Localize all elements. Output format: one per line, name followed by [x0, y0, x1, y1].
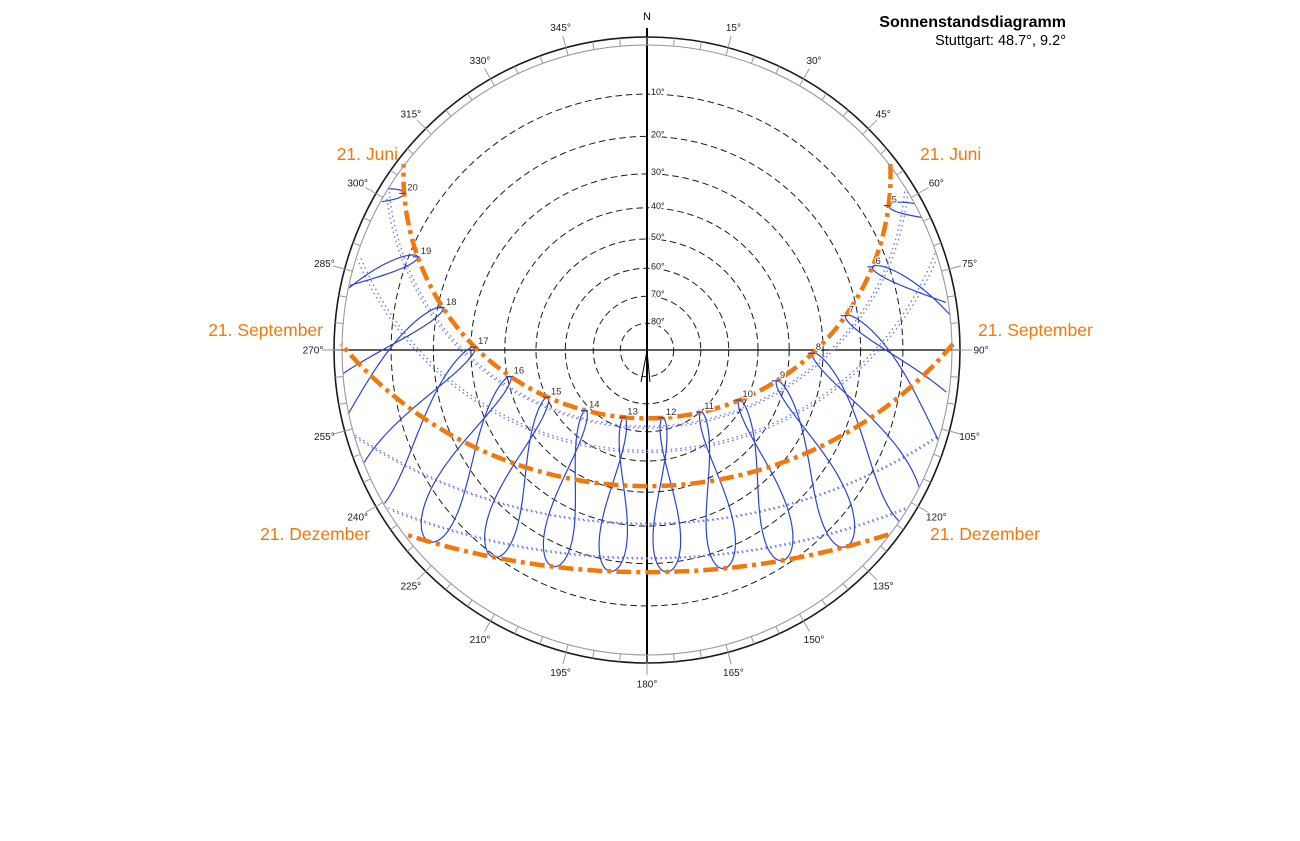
azimuth-tick-165: [726, 645, 728, 653]
hour-label-6: 6: [875, 255, 881, 267]
azimuth-tick-60: [911, 194, 918, 198]
azimuth-tick-170: [700, 650, 701, 658]
azimuth-leader-30: [804, 69, 810, 79]
azimuth-tick-110: [934, 454, 942, 457]
hour-line-14: [543, 411, 587, 567]
azimuth-tick-40: [843, 110, 848, 116]
june-label-right: 21. Juni: [920, 144, 982, 164]
azimuth-tick-50: [881, 149, 887, 154]
azimuth-label-45: 45°: [875, 109, 891, 121]
azimuth-label-150: 150°: [803, 634, 825, 646]
azimuth-leader-330: [485, 69, 491, 79]
elevation-label-80: 80°: [651, 316, 665, 327]
azimuth-leader-135: [868, 571, 877, 580]
elevation-label-60: 60°: [651, 261, 665, 272]
azimuth-tick-65: [923, 218, 930, 221]
azimuth-tick-235: [391, 525, 398, 530]
september-label-left: 21. September: [208, 320, 323, 340]
azimuth-tick-20: [751, 56, 754, 64]
hour-line-17: [364, 347, 475, 504]
azimuth-tick-195: [566, 645, 568, 653]
azimuth-tick-30: [800, 79, 804, 86]
azimuth-tick-100: [947, 403, 955, 404]
hour-label-14: 14: [589, 399, 600, 411]
azimuth-tick-35: [822, 94, 827, 101]
azimuth-label-255: 255°: [314, 431, 335, 443]
azimuth-tick-85: [951, 323, 959, 324]
hour-label-18: 18: [446, 296, 457, 308]
azimuth-label-195: 195°: [550, 668, 571, 680]
azimuth-tick-305: [391, 171, 398, 176]
azimuth-tick-315: [426, 129, 432, 135]
azimuth-tick-355: [620, 38, 621, 46]
axes: [334, 28, 960, 663]
azimuth-tick-275: [335, 323, 343, 324]
azimuth-tick-295: [363, 218, 370, 221]
azimuth-tick-265: [335, 377, 343, 378]
hour-label-10: 10: [742, 389, 753, 401]
azimuth-tick-15: [726, 48, 728, 56]
azimuth-tick-255: [345, 429, 353, 431]
azimuth-tick-220: [446, 584, 451, 590]
december-label-right: 21. Dezember: [930, 524, 1040, 544]
azimuth-tick-45: [863, 129, 869, 135]
azimuth-leader-150: [804, 621, 810, 631]
azimuth-tick-230: [407, 546, 413, 551]
hour-line-9: [776, 381, 855, 548]
azimuth-tick-290: [353, 243, 361, 246]
azimuth-tick-190: [593, 650, 594, 658]
azimuth-label-285: 285°: [314, 259, 335, 271]
azimuth-label-315: 315°: [400, 109, 422, 121]
azimuth-leader-210: [485, 621, 491, 631]
azimuth-tick-185: [620, 654, 621, 662]
azimuth-label-165: 165°: [723, 668, 744, 680]
azimuth-tick-225: [426, 566, 432, 572]
azimuth-label-270: 270°: [302, 345, 324, 357]
azimuth-tick-300: [376, 194, 383, 198]
azimuth-tick-125: [897, 525, 904, 530]
azimuth-tick-320: [446, 110, 451, 116]
azimuth-tick-75: [942, 269, 950, 271]
azimuth-leader-60: [918, 188, 928, 194]
azimuth-tick-135: [863, 566, 869, 572]
elevation-label-20: 20°: [651, 129, 665, 140]
hour-label-5: 5: [891, 194, 897, 206]
hour-line-8: [812, 353, 919, 522]
azimuth-leader-285: [333, 266, 345, 269]
center-needle-icon: [641, 351, 650, 382]
azimuth-label-60: 60°: [928, 178, 944, 190]
azimuth-tick-280: [339, 296, 347, 297]
azimuth-tick-140: [843, 584, 848, 590]
azimuth-tick-350: [593, 42, 594, 50]
azimuth-leader-315: [417, 120, 426, 129]
north-label: N: [643, 11, 651, 23]
azimuth-tick-130: [881, 546, 887, 551]
azimuth-tick-330: [491, 79, 495, 86]
azimuth-tick-325: [468, 94, 473, 101]
azimuth-tick-205: [515, 626, 518, 633]
hour-line-6: [872, 266, 950, 316]
azimuth-tick-245: [363, 479, 370, 482]
azimuth-tick-260: [339, 403, 347, 404]
elevation-label-70: 70°: [651, 289, 665, 300]
azimuth-label-135: 135°: [872, 581, 894, 593]
hour-line-19: [349, 255, 418, 288]
azimuth-label-75: 75°: [962, 259, 978, 271]
intermediate-date-curve-5: [354, 437, 937, 525]
azimuth-leader-75: [949, 266, 961, 269]
hour-label-12: 12: [665, 406, 677, 418]
azimuth-tick-25: [776, 66, 779, 73]
azimuth-tick-105: [942, 429, 950, 431]
chart-generated-layers: [303, 23, 989, 691]
azimuth-tick-310: [407, 149, 413, 154]
azimuth-leader-195: [563, 652, 566, 664]
azimuth-leader-225: [417, 571, 426, 580]
azimuth-tick-335: [515, 66, 518, 73]
hour-line-12: [653, 418, 681, 572]
azimuth-leader-255: [333, 431, 345, 434]
azimuth-tick-115: [923, 479, 930, 482]
azimuth-label-225: 225°: [400, 581, 422, 593]
hour-label-9: 9: [779, 369, 786, 381]
azimuth-tick-250: [353, 454, 361, 457]
azimuth-label-15: 15°: [725, 22, 741, 34]
azimuth-tick-70: [934, 243, 942, 246]
hour-line-13: [599, 417, 627, 571]
azimuth-tick-240: [376, 503, 383, 507]
azimuth-tick-5: [674, 38, 675, 46]
azimuth-label-210: 210°: [469, 634, 491, 646]
azimuth-label-300: 300°: [347, 178, 369, 190]
azimuth-label-330: 330°: [469, 56, 491, 68]
azimuth-tick-10: [700, 42, 701, 50]
elevation-label-40: 40°: [651, 200, 665, 211]
azimuth-tick-160: [751, 637, 754, 645]
azimuth-tick-55: [897, 171, 904, 176]
azimuth-leader-45: [868, 120, 877, 129]
intermediate-date-curve-4: [355, 435, 936, 523]
elevation-label-30: 30°: [651, 166, 665, 177]
azimuth-tick-210: [491, 614, 495, 621]
azimuth-label-90: 90°: [973, 345, 989, 357]
azimuth-tick-340: [540, 56, 543, 64]
december-label-left: 21. Dezember: [260, 524, 370, 544]
azimuth-tick-95: [951, 377, 959, 378]
hour-label-11: 11: [704, 401, 715, 413]
september-label-right: 21. September: [978, 320, 1093, 340]
hour-label-16: 16: [513, 365, 525, 377]
page-subtitle: Stuttgart: 48.7°, 9.2°: [935, 33, 1066, 49]
azimuth-tick-345: [566, 48, 568, 56]
azimuth-tick-200: [540, 637, 543, 645]
azimuth-label-120: 120°: [925, 512, 947, 524]
azimuth-label-30: 30°: [806, 56, 822, 68]
hour-label-15: 15: [550, 386, 562, 398]
azimuth-leader-345: [563, 36, 566, 48]
hour-label-7: 7: [848, 304, 854, 316]
azimuth-leader-15: [728, 36, 731, 48]
azimuth-label-240: 240°: [347, 512, 369, 524]
june-label-left: 21. Juni: [336, 144, 398, 164]
azimuth-tick-215: [468, 600, 473, 607]
hour-label-17: 17: [478, 336, 489, 348]
hour-label-19: 19: [420, 245, 432, 257]
hour-line-7: [845, 315, 946, 440]
page-title: Sonnenstandsdiagramm: [879, 14, 1066, 31]
azimuth-tick-155: [776, 626, 779, 633]
elevation-label-50: 50°: [651, 232, 665, 242]
azimuth-label-105: 105°: [959, 431, 980, 443]
hour-line-20: [382, 189, 404, 202]
azimuth-tick-285: [345, 269, 353, 271]
azimuth-label-345: 345°: [550, 22, 571, 34]
azimuth-tick-150: [800, 614, 804, 621]
hour-label-8: 8: [815, 342, 822, 354]
azimuth-tick-120: [911, 503, 918, 507]
azimuth-tick-145: [822, 600, 827, 607]
azimuth-label-180: 180°: [636, 679, 658, 691]
elevation-label-10: 10°: [651, 87, 665, 98]
hour-label-13: 13: [627, 406, 638, 418]
elevation-labels: [651, 87, 665, 326]
azimuth-leader-165: [728, 652, 731, 664]
azimuth-tick-80: [947, 296, 955, 297]
azimuth-tick-175: [674, 654, 675, 662]
hour-label-20: 20: [407, 182, 418, 194]
